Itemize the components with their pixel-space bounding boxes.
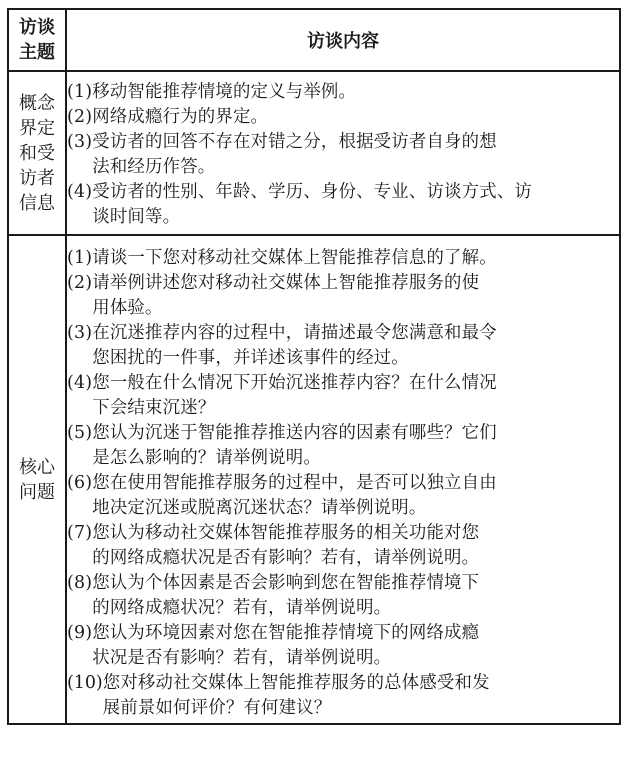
list-item [67,130,619,180]
item-text: 地决定沉迷或脱离沉迷状态？请举例说明。 [92,498,427,518]
topic-cell-concept [8,71,66,235]
item-number: (4) [67,182,93,202]
topic-line: 概念 [19,92,55,114]
item-number: (5) [67,423,93,443]
item-text: 您认为移动社交媒体智能推荐服务的相关功能对您 [92,523,480,543]
item-number: (3) [67,132,93,152]
list-item [67,671,619,721]
item-number: (6) [67,473,93,493]
topic-line: 和受 [19,142,55,164]
item-text: 用体验。 [92,298,163,318]
content-cell-core [66,235,620,724]
item-text: 法和经历作答。 [92,157,216,177]
topic-line: 界定 [19,117,55,139]
item-number: (4) [67,373,93,393]
table-row-concept [8,71,620,235]
list-item [67,371,619,421]
item-text: 您认为个体因素是否会影响到您在智能推荐情境下 [92,573,480,593]
item-text: 您困扰的一件事，并详述该事件的经过。 [92,348,409,368]
list-item [67,571,619,621]
header-topic-line: 访谈 [19,17,55,38]
item-number: (8) [67,573,93,593]
item-text: 的网络成瘾状况是否有影响？若有，请举例说明。 [92,548,480,568]
list-item [67,321,619,371]
topic-line: 访者 [19,167,55,189]
item-number: (7) [67,523,93,543]
item-text: 请谈一下您对移动社交媒体上智能推荐信息的了解。 [92,248,497,268]
item-text: 的网络成瘾状况？若有，请举例说明。 [92,598,392,618]
item-text: 状况是否有影响？若有，请举例说明。 [92,648,392,668]
list-item [67,80,619,105]
item-number: (2) [67,107,93,127]
item-number: (9) [67,623,93,643]
header-topic-line: 主题 [19,42,55,63]
item-text: 网络成瘾行为的界定。 [92,107,269,127]
list-item [67,421,619,471]
header-topic-cell [8,9,66,71]
item-text: 您对移动社交媒体上智能推荐服务的总体感受和发 [102,673,490,693]
list-item [67,180,619,230]
item-text: 您在使用智能推荐服务的过程中，是否可以独立自由 [92,473,497,493]
topic-cell-core [8,235,66,724]
item-text: 展前景如何评价？有何建议？ [102,698,332,718]
header-content-cell: 访谈内容 [66,9,620,71]
list-item [67,621,619,671]
content-cell-concept [66,71,620,235]
topic-line: 信息 [19,192,55,214]
item-number: (1) [67,248,93,268]
list-item [67,271,619,321]
item-text: 受访者的回答不存在对错之分，根据受访者自身的想 [92,132,497,152]
item-text: 下会结束沉迷？ [92,398,216,418]
topic-line: 问题 [19,481,55,503]
item-text: 您一般在什么情况下开始沉迷推荐内容？在什么情况 [92,373,497,393]
item-text: 您认为沉迷于智能推荐推送内容的因素有哪些？它们 [92,423,497,443]
item-number: (2) [67,273,93,293]
item-number: (1) [67,82,93,102]
table-row-core [8,235,620,724]
item-number: (10) [67,673,103,693]
item-text: 是怎么影响的？请举例说明。 [92,448,321,468]
item-text: 在沉迷推荐内容的过程中，请描述最令您满意和最令 [92,323,497,343]
list-item [67,246,619,271]
list-item [67,521,619,571]
table-header-row [8,9,620,71]
list-item [67,471,619,521]
item-text: 受访者的性别、年龄、学历、身份、专业、访谈方式、访 [92,182,533,202]
list-item [67,105,619,130]
item-number: (3) [67,323,93,343]
item-text: 您认为环境因素对您在智能推荐情境下的网络成瘾 [92,623,480,643]
item-text: 请举例讲述您对移动社交媒体上智能推荐服务的使 [92,273,480,293]
item-text: 移动智能推荐情境的定义与举例。 [92,82,357,102]
topic-line: 核心 [19,456,55,478]
interview-outline-table [7,8,621,725]
item-text: 谈时间等。 [92,207,181,227]
